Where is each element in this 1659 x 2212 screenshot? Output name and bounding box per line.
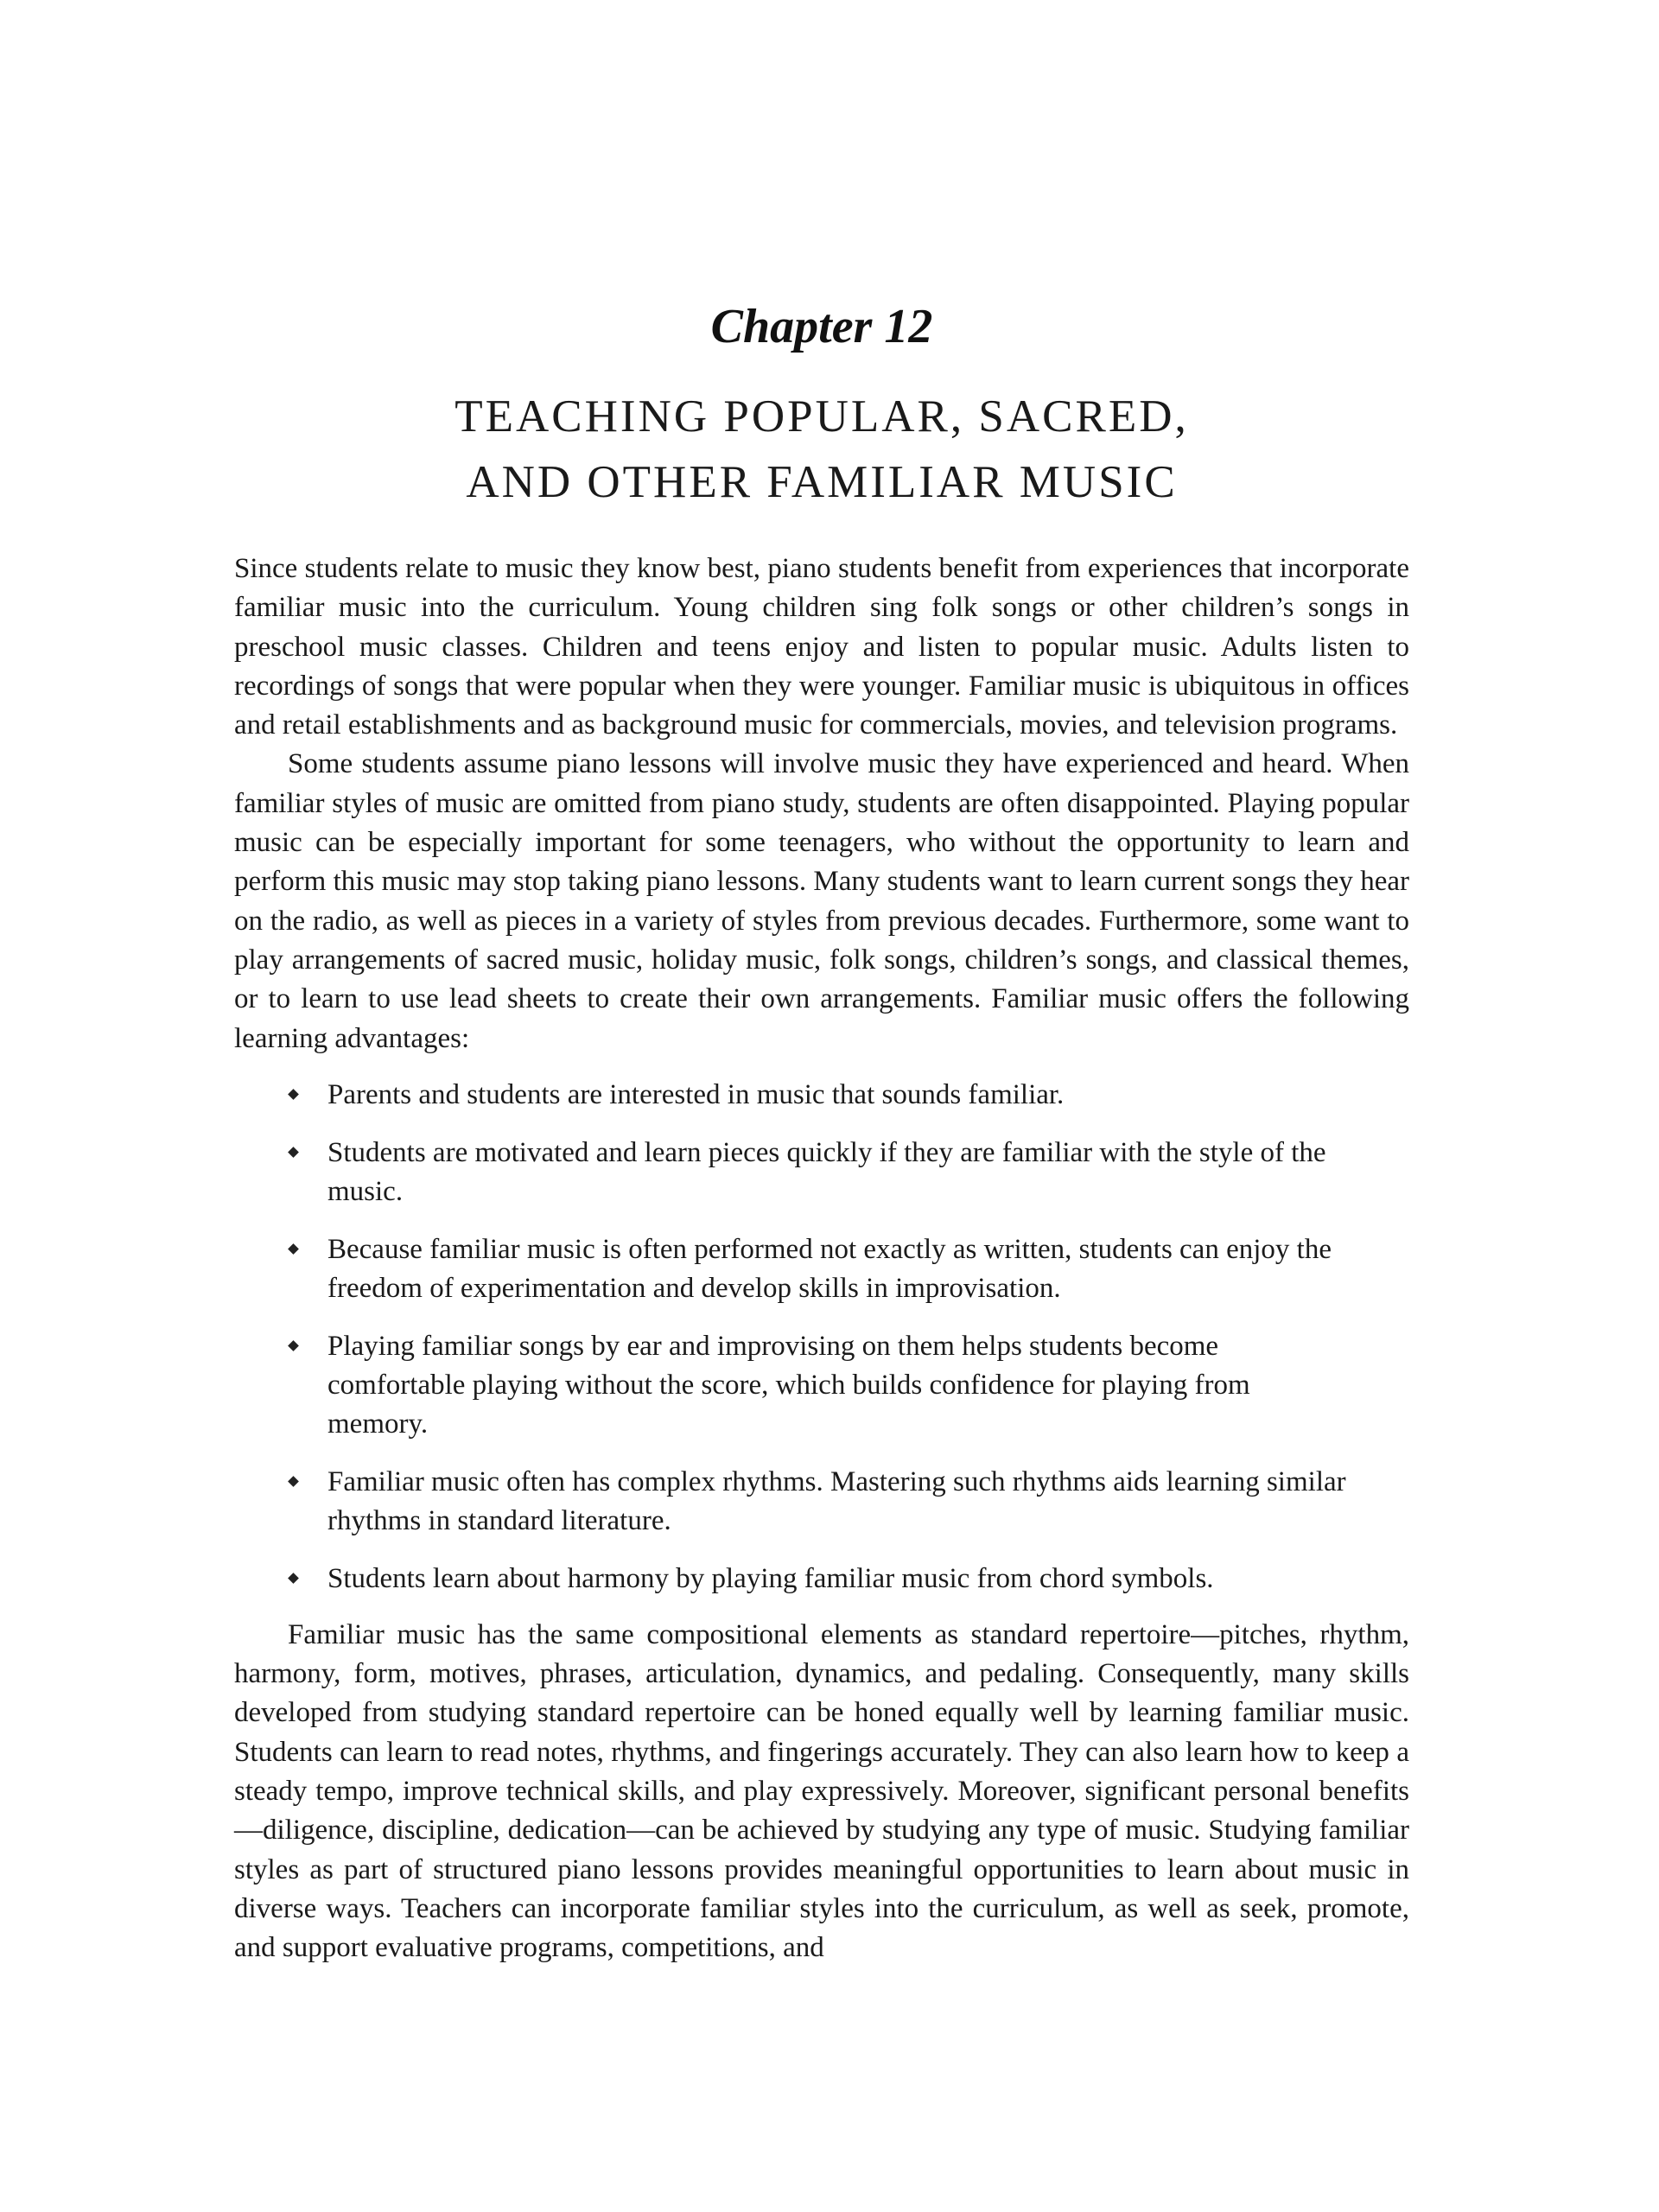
list-item-text: Because familiar music is often performed not exactly as written, students can enjoy the freedom of experimentation and develop skills in improvisation. (327, 1233, 1332, 1304)
list-item-text: Students are motivated and learn pieces quickly if they are familiar with the style of the music. (327, 1136, 1326, 1207)
advantages-list (234, 1076, 1347, 1599)
list-item (327, 1560, 1347, 1599)
chapter-title (234, 384, 1409, 515)
page-content (234, 294, 1409, 1968)
diamond-bullet-icon (288, 1089, 299, 1100)
list-item-text: Playing familiar songs by ear and improvising on them helps students become comfortable playing without the score, which builds confidence for playing from memory. (327, 1330, 1250, 1440)
diamond-bullet-icon (288, 1573, 299, 1584)
list-item-text: Parents and students are interested in music that sounds familiar. (327, 1078, 1065, 1110)
list-item-text: Familiar music often has complex rhythms. Mastering such rhythms aids learning similar rhythms in standard literature. (327, 1465, 1346, 1536)
diamond-bullet-icon (288, 1340, 299, 1351)
list-item-text: Students learn about harmony by playing familiar music from chord symbols. (327, 1562, 1214, 1594)
list-item (327, 1327, 1347, 1444)
list-item (327, 1076, 1347, 1115)
chapter-label: Chapter 12 (710, 300, 933, 353)
list-item (327, 1463, 1347, 1541)
chapter-title-line-2: AND OTHER FAMILIAR MUSIC (466, 457, 1178, 507)
paragraph-compositional-elements: Familiar music has the same compositional elements as standard repertoire—pitches, rhythm, harmony, form, motives, phrases, articulation, dynamics, and pedaling. Consequently, many skills developed from studying standard repertoire can be honed equally well by learning familiar music. Students can learn to read notes, rhythms, and fingerings accurately. They can also learn how to keep a steady tempo, improve technical skills, and play expressively. Moreover, significant personal benefits—diligence, discipline, dedication—can be achieved by studying any type of music. Studying familiar styles as part of structured piano lessons provides meaningful opportunities to learn about music in diverse ways. Teachers can incorporate familiar styles into the curriculum, as well as seek, promote, and support evaluative programs, competitions, and (234, 1618, 1409, 1964)
diamond-bullet-icon (288, 1476, 299, 1487)
list-item (327, 1134, 1347, 1211)
chapter-title-line-1: TEACHING POPULAR, SACRED, (454, 391, 1189, 442)
diamond-bullet-icon (288, 1147, 299, 1158)
paragraph-advantages-intro: Some students assume piano lessons will involve music they have experienced and heard. When familiar styles of music are omitted from piano study, students are often disappointed. Playing popular music can be especially important for some teenagers, who without the opportunity to learn and perform this music may stop taking piano lessons. Many students want to learn current songs they hear on the radio, as well as pieces in a variety of styles from previous decades. Furthermore, some want to play arrangements of sacred music, holiday music, folk songs, children’s songs, and classical themes, or to learn to use lead sheets to create their own arrangements. Familiar music offers the following learning advantages: (234, 748, 1409, 1054)
paragraph-intro: Since students relate to music they know best, piano students benefit from experiences that incorporate familiar music into the curriculum. Young children sing folk songs or other children’s songs in preschool music classes. Children and teens enjoy and listen to popular music. Adults listen to recordings of songs that were popular when they were younger. Familiar music is ubiquitous in offices and retail establishments and as background music for commercials, movies, and television programs. (234, 553, 1409, 741)
diamond-bullet-icon (288, 1243, 299, 1255)
list-item (327, 1230, 1347, 1308)
